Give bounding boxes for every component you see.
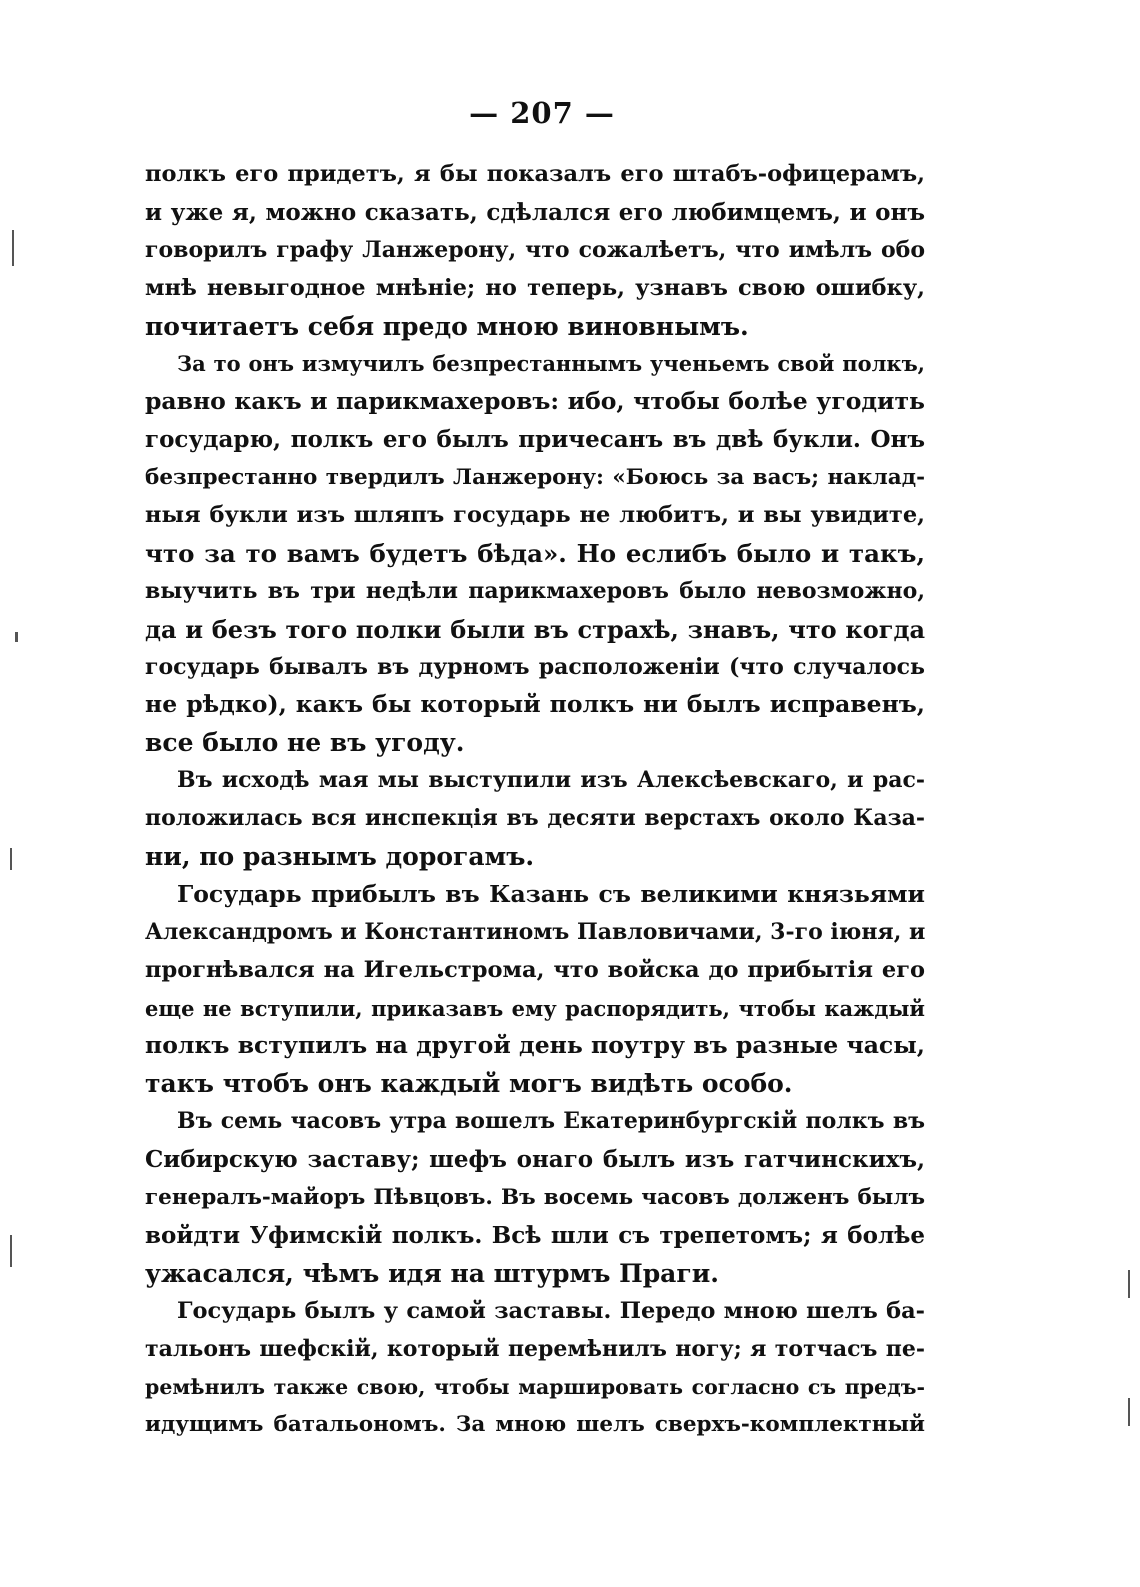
text-line: что за то вамъ будетъ бѣда». Но еслибъ было и такъ, [145,538,925,568]
text-line: полкъ вступилъ на другой день поутру въ разные часы, [145,1031,925,1060]
text-line: полкъ его придетъ, я бы показалъ его штабъ-офицерамъ, [145,161,925,187]
text-line: ни, по разнымъ дорогамъ. [145,842,535,872]
text-line: Александромъ и Константиномъ Павловичами, 3-го іюня, и [145,918,926,945]
text-line: и уже я, можно сказать, сдѣлался его любимцемъ, и онъ [145,198,925,226]
paragraph-first-line: За то онъ измучилъ безпрестаннымъ ученьемъ свой полкъ, [177,351,925,377]
text-line: такъ чтобъ онъ каждый могъ видѣть особо. [145,1069,793,1099]
body-text [145,156,925,1444]
text-line: ужасался, чѣмъ идя на штурмъ Праги. [145,1258,719,1288]
text-line: равно какъ и парикмахеровъ: ибо, чтобы болѣе угодить [145,387,925,416]
text-line: государю, полкъ его былъ причесанъ въ двѣ букли. Онъ [145,426,925,454]
text-line: государь бывалъ въ дурномъ расположеніи (что случалось [145,653,925,680]
scan-edge-mark [1128,1398,1130,1426]
paragraph-first-line: Въ семь часовъ утра вошелъ Екатеринбургскій полкъ въ [177,1108,925,1135]
scan-edge-mark [12,230,14,266]
text-line: генералъ-майоръ Пѣвцовъ. Въ восемь часовъ долженъ былъ [145,1185,925,1211]
text-line: идущимъ батальономъ. За мною шелъ сверхъ-комплектный [145,1412,925,1438]
text-line: выучить въ три недѣли парикмахеровъ было невозможно, [145,577,925,604]
text-line: не рѣдко), какъ бы который полкъ ни былъ исправенъ, [145,690,925,719]
text-line: безпрестанно твердилъ Ланжерону: «Боюсь за васъ; наклад- [145,465,925,491]
text-line: все было не въ угоду. [145,728,465,758]
scan-edge-mark [1128,1270,1130,1298]
text-line: войдти Уфимскій полкъ. Всѣ шли съ трепетомъ; я болѣе [145,1221,925,1249]
page-number: — 207 — [469,96,615,130]
text-line: прогнѣвался на Игельстрома, что войска до прибытія его [145,956,925,983]
scan-edge-mark [10,1235,12,1267]
paragraph-first-line: Въ исходѣ мая мы выступили изъ Алексѣевскаго, и рас- [177,767,925,794]
scan-edge-mark [10,848,12,870]
paragraph-first-line: Государь былъ у самой заставы. Передо мною шелъ ба- [177,1297,925,1324]
text-line: еще не вступили, приказавъ ему распорядить, чтобы каждый [145,995,925,1021]
text-line: ремѣнилъ также свою, чтобы маршировать согласно съ предъ- [145,1374,925,1399]
text-line: говорилъ графу Ланжерону, что сожалѣетъ, что имѣлъ обо [145,236,925,263]
text-line: мнѣ невыгодное мнѣніе; но теперь, узнавъ свою ошибку, [145,274,925,301]
text-line: почитаетъ себя предо мною виновнымъ. [145,311,749,341]
scan-edge-mark [15,632,18,642]
paragraph-first-line: Государь прибылъ въ Казань съ великими князьями [177,879,925,908]
text-line: Сибирскую заставу; шефъ онаго былъ изъ гатчинскихъ, [145,1146,925,1174]
text-line: тальонъ шефскій, который перемѣнилъ ногу; я тотчасъ пе- [145,1335,925,1362]
text-line: да и безъ того полки были въ страхѣ, знавъ, что когда [145,614,925,644]
text-line: положилась вся инспекція въ десяти верстахъ около Каза- [145,805,925,832]
text-line: ныя букли изъ шляпъ государь не любитъ, и вы увидите, [145,502,925,529]
